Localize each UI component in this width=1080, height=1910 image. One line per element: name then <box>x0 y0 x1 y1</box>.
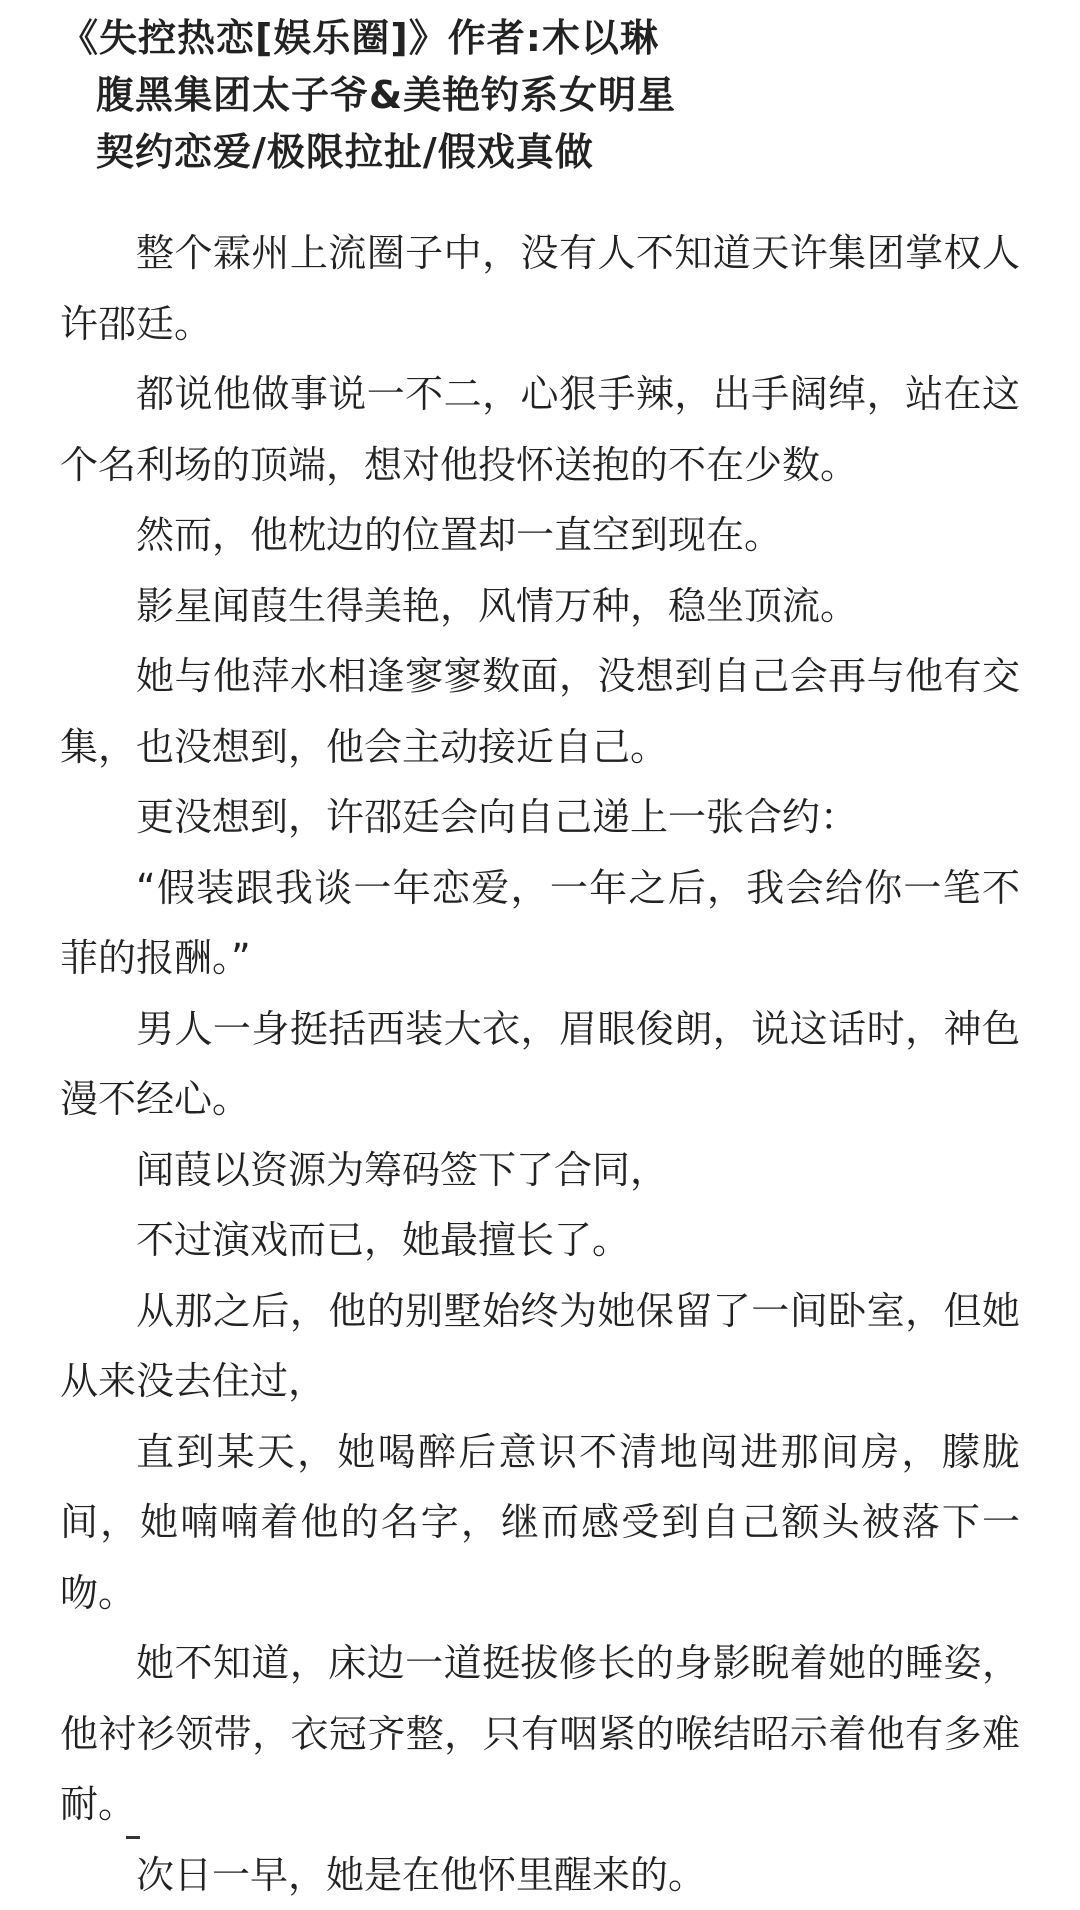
paragraph: 影星闻葭生得美艳，风情万种，稳坐顶流。 <box>60 571 1020 642</box>
book-tagline-tropes: 契约恋爱/极限拉扯/假戏真做 <box>60 124 1020 181</box>
paragraph: 不过演戏而已，她最擅长了。 <box>60 1205 1020 1276</box>
paragraph: 直到某天，她喝醉后意识不清地闯进那间房，朦胧间，她喃喃着他的名字，继而感受到自己额头被落下一吻。 <box>60 1417 1020 1629</box>
paragraph: 然而，他枕边的位置却一直空到现在。 <box>60 500 1020 571</box>
paragraph: 次日一早，她是在他怀里醒来的。 <box>60 1840 1020 1910</box>
paragraph: 从那之后，他的别墅始终为她保留了一间卧室，但她从来没去住过， <box>60 1276 1020 1417</box>
paragraph: 都说他做事说一不二，心狠手辣，出手阔绰，站在这个名利场的顶端，想对他投怀送抱的不在少数。 <box>60 359 1020 500</box>
paragraph: 男人一身挺括西装大衣，眉眼俊朗，说这话时，神色漫不经心。 <box>60 994 1020 1135</box>
synopsis-body <box>60 218 1020 1910</box>
paragraph: 她不知道，床边一道挺拔修长的身影睨着她的睡姿，他衬衫领带，衣冠齐整，只有咽紧的喉结昭示着他有多难耐。 <box>60 1628 1020 1840</box>
book-header <box>60 0 1020 181</box>
book-title: 《失控热恋[娱乐圈]》作者:木以琳 <box>60 10 1020 67</box>
paragraph: 整个霖州上流圈子中，没有人不知道天许集团掌权人许邵廷。 <box>60 218 1020 359</box>
book-tagline-characters: 腹黑集团太子爷&美艳钓系女明星 <box>60 67 1020 124</box>
paragraph: “假装跟我谈一年恋爱，一年之后，我会给你一笔不菲的报酬。” <box>60 853 1020 994</box>
paragraph: 更没想到，许邵廷会向自己递上一张合约： <box>60 782 1020 853</box>
paragraph: 闻葭以资源为筹码签下了合同， <box>60 1135 1020 1206</box>
end-mark <box>126 1836 140 1839</box>
paragraph: 她与他萍水相逢寥寥数面，没想到自己会再与他有交集，也没想到，他会主动接近自己。 <box>60 641 1020 782</box>
